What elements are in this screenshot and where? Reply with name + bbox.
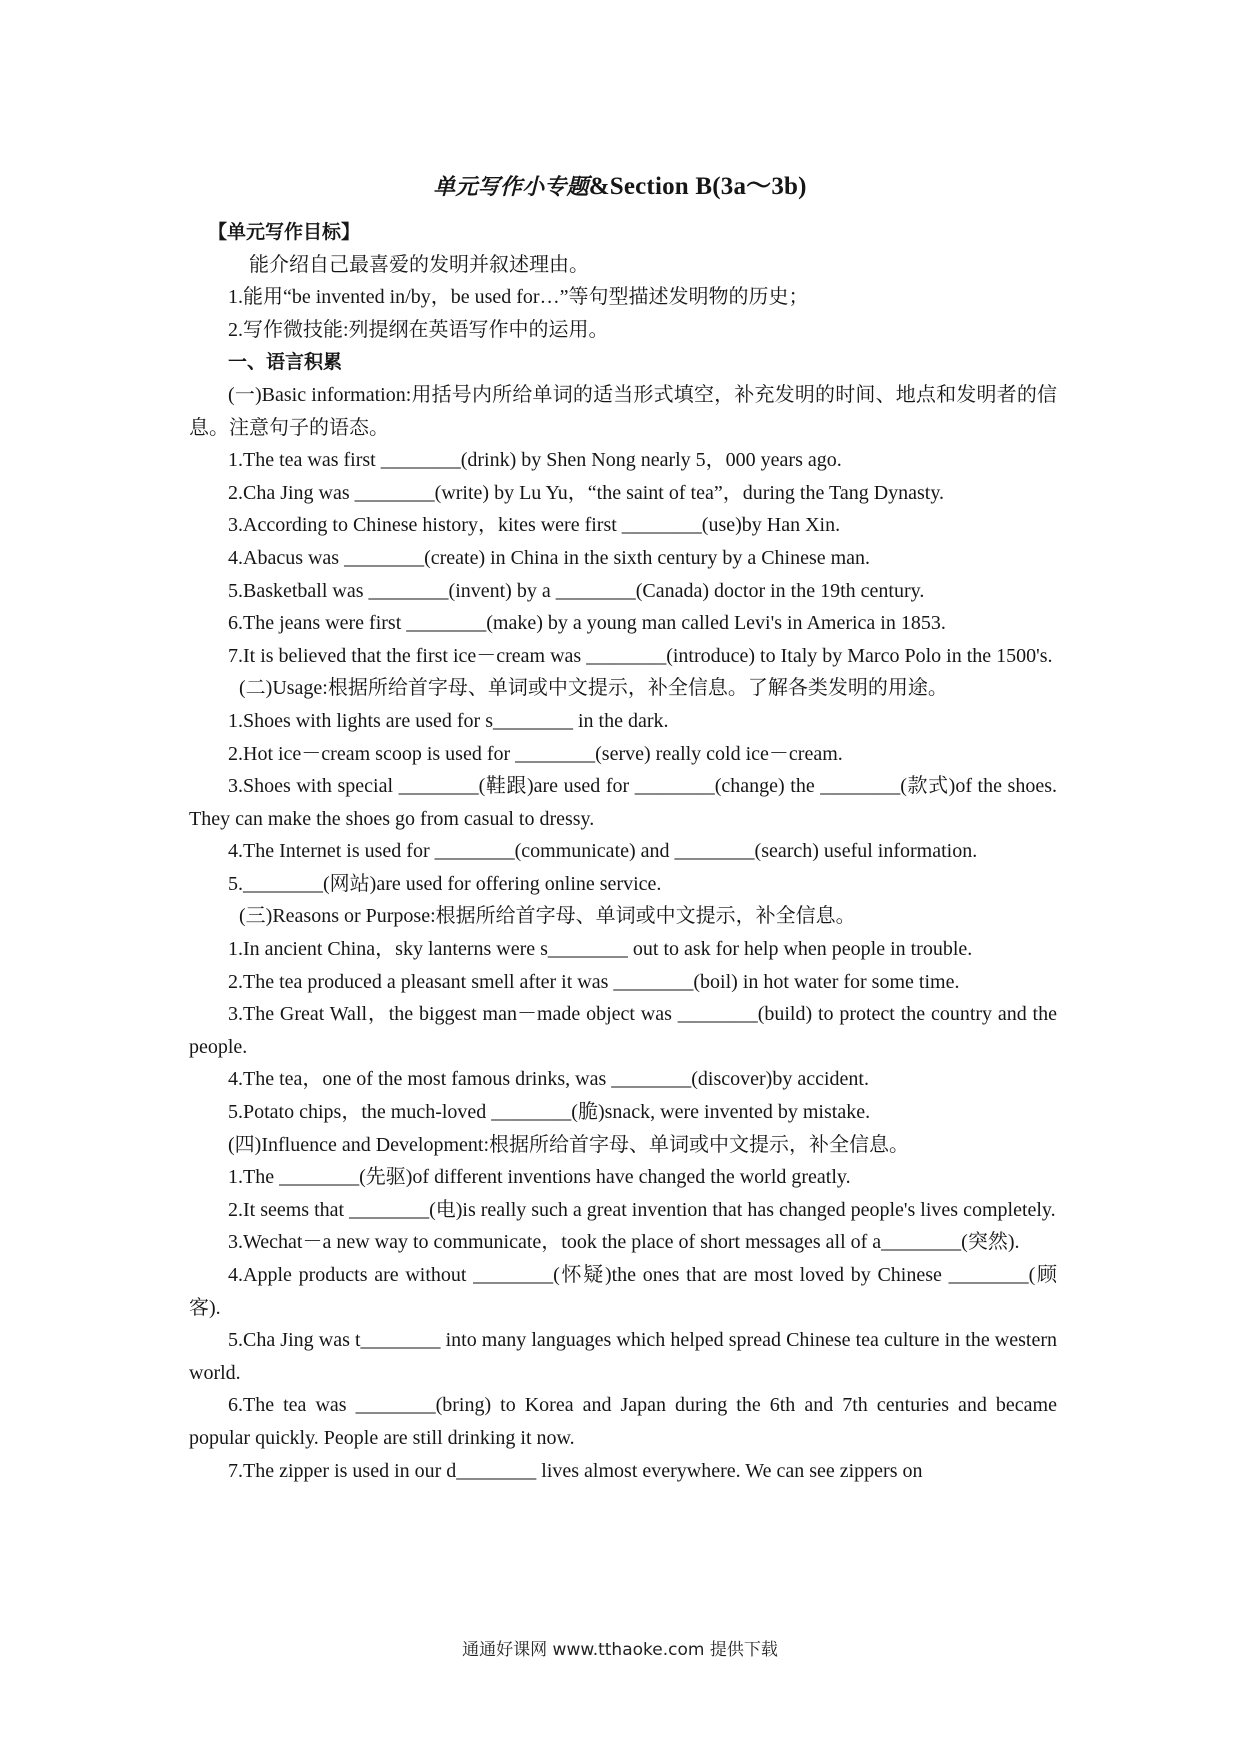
exercise-item: 5.Cha Jing was t________ into many languages which helped spread Chinese tea culture in the western world. [189,1329,1057,1384]
exercise-item: 1.The ________(先驱)of different inventions have changed the world greatly. [228,1166,851,1189]
document-body [189,216,1057,1487]
section-heading: 【单元写作目标】 [208,221,361,243]
exercise-item: 3.According to Chinese history，kites were first ________(use)by Han Xin. [228,514,841,537]
exercise-item: 1.Shoes with lights are used for s________ in the dark. [228,709,669,732]
exercise-item: 4.The Internet is used for ________(communicate) and ________(search) useful information. [228,840,978,863]
exercise-item: 3.Shoes with special ________(鞋跟)are used for ________(change) the ________(款式)of the shoes. They can make the shoes go from casual to dressy. [189,775,1057,830]
goal-line: 能介绍自己最喜爱的发明并叙述理由。 [249,253,589,276]
page-title-chinese: 单元写作小专题 [433,175,589,200]
goal-item: 1.能用“be invented in/by，be used for…”等句型描述发明物的历史； [228,286,809,309]
exercise-item: 7.It is believed that the first ice－cream was ________(introduce) to Italy by Marco Polo in the 1500's. [228,644,1053,667]
page-title-english: &Section B(3a～3b) [588,173,807,200]
exercise-item: 4.Abacus was ________(create) in China in the sixth century by a Chinese man. [228,546,871,569]
subsection-intro: (三)Reasons or Purpose:根据所给首字母、单词或中文提示，补全信息。 [239,905,856,928]
subsection-intro: (一)Basic information:用括号内所给单词的适当形式填空，补充发明的时间、地点和发明者的信息。注意句子的语态。 [189,383,1057,439]
section-heading: 一、语言积累 [228,351,343,374]
exercise-item: 6.The tea was ________(bring) to Korea and Japan during the 6th and 7th centuries and became popular quickly. People are still drinking it now. [189,1394,1057,1449]
page-title [0,166,1240,202]
exercise-item: 2.Cha Jing was ________(write) by Lu Yu，“the saint of tea”，during the Tang Dynasty. [228,481,945,504]
exercise-item: 5.________(网站)are used for offering online service. [228,872,662,895]
exercise-item: 3.Wechat－a new way to communicate，took the place of short messages all of a________(突然). [228,1231,1020,1254]
goal-item: 2.写作微技能:列提纲在英语写作中的运用。 [228,318,609,341]
exercise-item: 5.Potato chips，the much-loved ________(脆)snack, were invented by mistake. [228,1101,871,1124]
exercise-item: 7.The zipper is used in our d________ lives almost everywhere. We can see zippers on [228,1459,923,1482]
subsection-intro: (四)Influence and Development:根据所给首字母、单词或中文提示，补全信息。 [228,1133,910,1156]
exercise-item: 2.Hot ice－cream scoop is used for ________(serve) really cold ice－cream. [228,742,843,765]
exercise-item: 1.The tea was first ________(drink) by Shen Nong nearly 5，000 years ago. [228,449,842,472]
exercise-item: 2.It seems that ________(电)is really such a great invention that has changed people's lives completely. [228,1198,1056,1221]
exercise-item: 4.Apple products are without ________(怀疑)the ones that are most loved by Chinese ________(顾客). [189,1264,1057,1319]
subsection-intro: (二)Usage:根据所给首字母、单词或中文提示，补全信息。了解各类发明的用途。 [239,677,948,700]
exercise-item: 1.In ancient China，sky lanterns were s________ out to ask for help when people in trouble. [228,938,973,961]
exercise-item: 5.Basketball was ________(invent) by a ________(Canada) doctor in the 19th century. [228,579,925,602]
exercise-item: 3.The Great Wall，the biggest man－made object was ________(build) to protect the country and the people. [189,1003,1057,1058]
page-footer: 通通好课网 www.tthaoke.com 提供下载 [462,1640,778,1660]
exercise-item: 2.The tea produced a pleasant smell after it was ________(boil) in hot water for some time. [228,970,960,993]
exercise-item: 6.The jeans were first ________(make) by a young man called Levi's in America in 1853. [228,612,946,635]
exercise-item: 4.The tea，one of the most famous drinks, was ________(discover)by accident. [228,1068,869,1091]
